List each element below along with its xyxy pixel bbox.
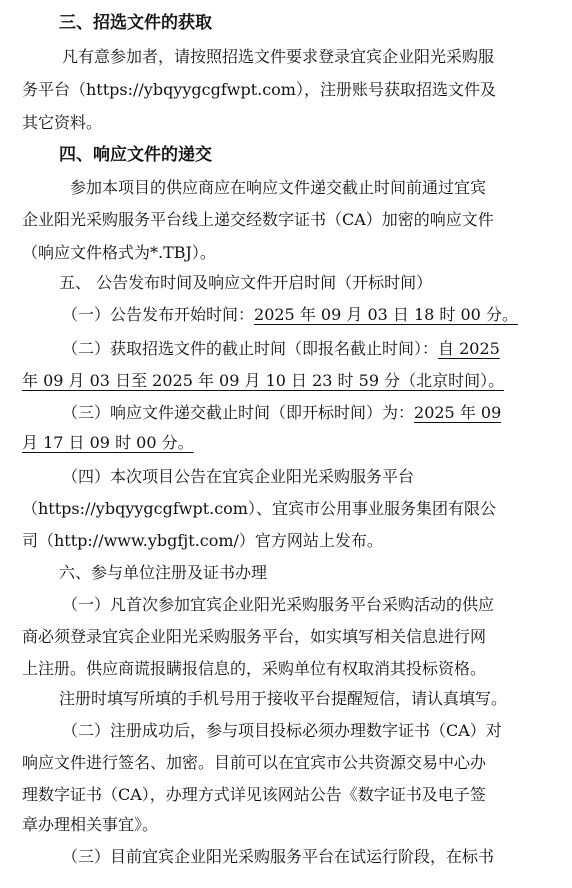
section3-heading: 三、招选文件的获取 [59,13,212,33]
section6-item2-line1: （二）注册成功后，参与项目投标必须办理数字证书（CA）对 [62,721,502,740]
section6-heading: 六、参与单位注册及证书办理 [59,563,268,582]
registration-deadline-part1: 自 2025 [438,339,500,358]
item2-label: （二）获取招选文件的截止时间（即报名截止时间）： [62,339,439,358]
section5-item4-line3: 司（http://www.ybgfjt.com/）官方网站上发布。 [22,531,383,550]
section3-line-1: 凡有意参加者，请按照招选文件要求登录宜宾企业阳光采购服 [62,47,495,66]
section3-line-2: 务平台（https://ybqyygcgfwpt.com），注册账号获取招选文件及 [22,80,496,99]
publish-start-time: 2025 年 09 月 03 日 18 时 00 分。 [254,305,518,324]
section5-item3-line1 [62,398,501,428]
section4-line-1: 参加本项目的供应商应在响应文件递交截止时间前通过宜宾 [70,178,487,197]
section5-item4-line2: （https://ybqyygcgfwpt.com）、宜宾市公用事业服务集团有限公 [22,499,496,518]
item3-label: （三）响应文件递交截止时间（即开标时间）为： [62,403,415,422]
section5-item3-line2 [22,428,194,458]
section4-line-2: 企业阳光采购服务平台线上递交经数字证书（CA）加密的响应文件 [22,210,494,229]
section6-item1-note: 注册时填写所填的手机号用于接收平台提醒短信，请认真填写。 [59,689,508,708]
section5-heading: 五、 公告发布时间及响应文件开启时间（开标时间） [59,273,433,292]
section6-item2-line4: 章办理相关事宜》。 [22,815,159,834]
section5-item4-line1: （四）本次项目公告在宜宾企业阳光采购服务平台 [62,467,415,486]
section4-line-3: （响应文件格式为*.TBJ）。 [22,243,216,262]
section6-item2-line3: 理数字证书（CA），办理方式详见该网站公告《数字证书及电子签 [22,785,486,804]
section6-item1-line2: 商必须登录宜宾企业阳光采购服务平台，如实填写相关信息进行网 [22,627,487,646]
bid-deadline-part1: 2025 年 09 [414,403,502,422]
item1-label: （一）公告发布开始时间： [62,305,255,324]
section6-item1-line1: （一）凡首次参加宜宾企业阳光采购服务平台采购活动的供应 [62,595,495,614]
section5-item2-line1 [62,334,500,364]
section6-item1-line3: 上注册。供应商谎报瞒报信息的，采购单位有权取消其投标资格。 [22,659,487,678]
bid-deadline-part2: 月 17 日 09 时 00 分。 [22,433,194,452]
registration-deadline-part2: 年 09 月 03 日至 2025 年 09 月 10 日 23 时 59 分（北京时间）。 [22,371,505,390]
section4-heading: 四、响应文件的递交 [59,145,212,165]
section5-item1 [62,300,518,330]
section6-item3-line1: （三）目前宜宾企业阳光采购服务平台在试运行阶段，在标书 [62,847,495,866]
section5-item2-line2 [22,366,504,396]
section3-line-3: 其它资料。 [22,113,103,132]
section6-item2-line2: 响应文件进行签名、加密。目前可以在宜宾市公共资源交易中心办 [22,753,487,772]
